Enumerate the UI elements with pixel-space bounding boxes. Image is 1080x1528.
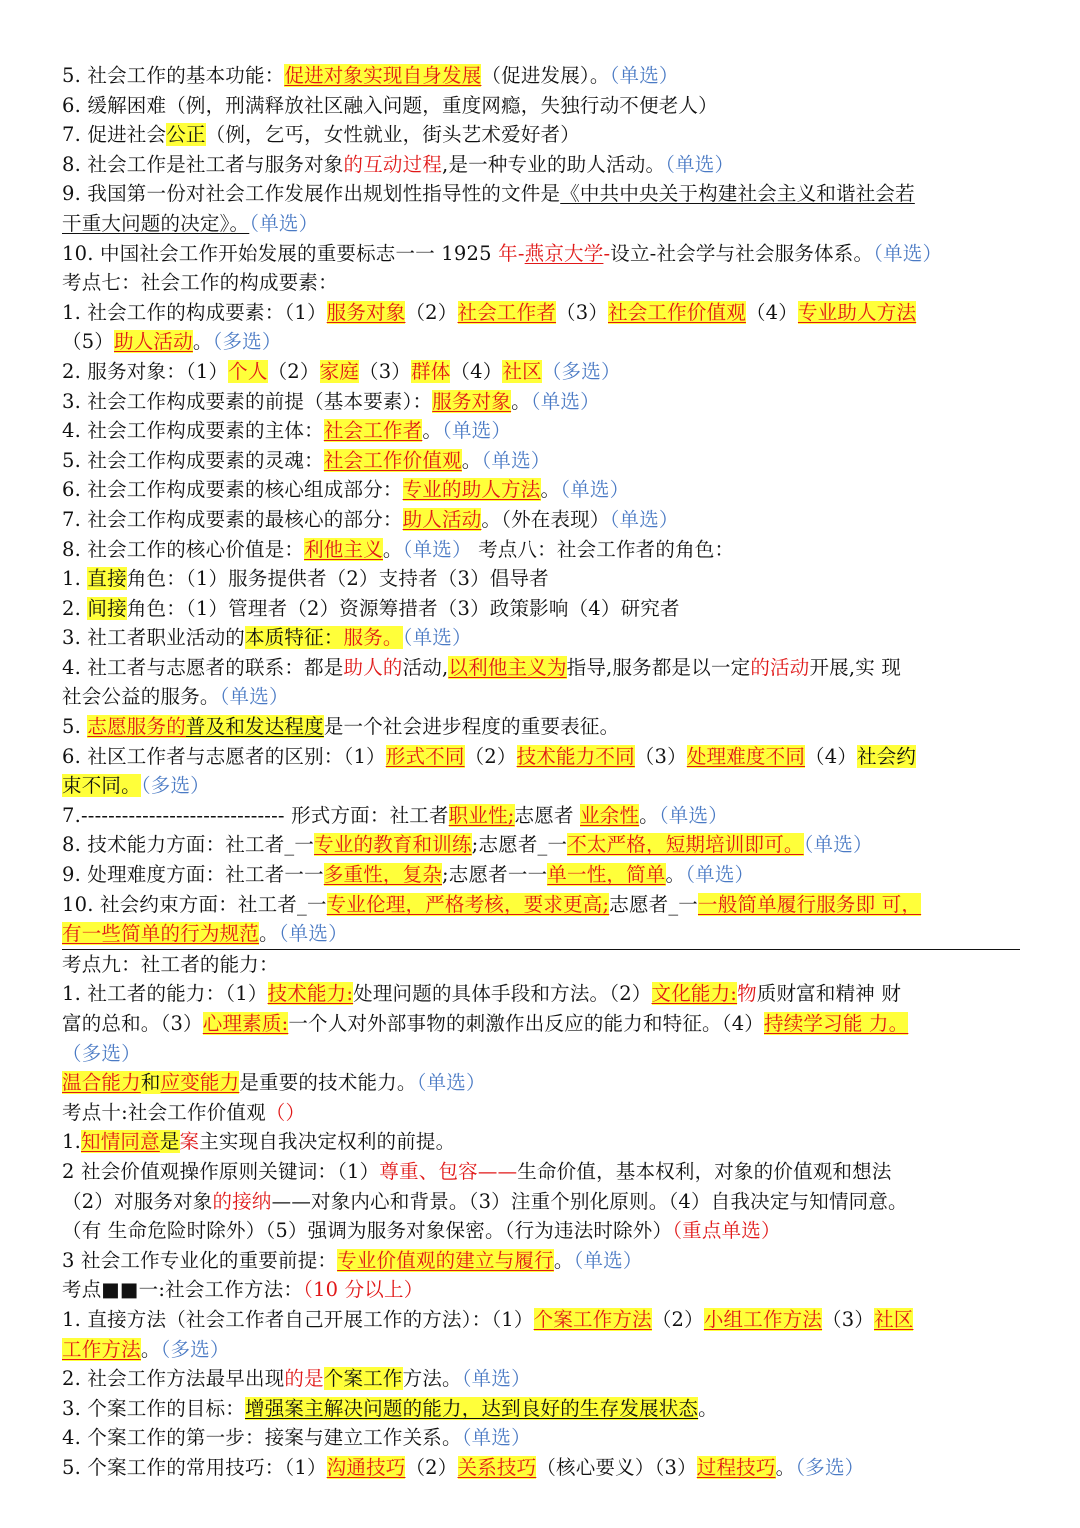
- marked-text: 服务对象: [326, 300, 406, 324]
- marked-text: 关系技巧: [457, 1455, 537, 1479]
- text-segment: 。: [775, 1455, 796, 1479]
- text-segment: 7. 促进社会: [62, 123, 167, 147]
- marked-text: 技术能力不同: [516, 744, 635, 768]
- text-segment: （5）: [62, 330, 115, 354]
- text-line: [62, 416, 1020, 446]
- text-line: [62, 594, 1020, 624]
- text-line: [62, 1246, 1020, 1276]
- text-segment: 主实现自我决定权利的前提。: [199, 1130, 456, 1154]
- marked-text: （单选）: [658, 803, 728, 827]
- marked-text: 群体: [411, 359, 451, 383]
- marked-text: 的互动过程: [343, 152, 443, 176]
- text-segment: 考点七：社会工作的构成要素：: [62, 271, 338, 295]
- marked-text: （单选）: [416, 1071, 486, 1095]
- marked-text: （单选）: [530, 389, 600, 413]
- marked-text: 家庭: [319, 359, 359, 383]
- text-segment: 6. 缓解困难（例，刑满释放社区融入问题，重度网瘾，失独行动不便老人）: [62, 93, 718, 117]
- marked-text: （单选）: [481, 448, 551, 472]
- text-line: [62, 120, 1020, 150]
- text-segment: 6. 社区工作者与志愿者的区别：（1）: [62, 744, 386, 768]
- marked-text: 不太严格，短期培训即可。: [567, 833, 804, 857]
- text-segment: 富的总和。（3）: [62, 1012, 203, 1035]
- text-segment: 。: [639, 803, 659, 827]
- marked-text: 专业助人方法: [797, 300, 917, 324]
- text-line: [62, 1157, 1020, 1187]
- text-line: [62, 919, 1020, 950]
- text-line: [62, 653, 1020, 683]
- text-line: [62, 742, 1020, 772]
- marked-text: 社区: [502, 359, 542, 383]
- text-line: [62, 505, 1020, 535]
- text-segment: （有 生命危险时除外）（5）强调为服务对象保密。（行为违法时除外）: [62, 1219, 673, 1243]
- text-segment: 。: [553, 1248, 574, 1272]
- text-line: [62, 771, 1020, 801]
- text-segment: （2）: [405, 1455, 458, 1479]
- marked-text: 社会工作者: [323, 419, 423, 443]
- text-line: [62, 890, 1020, 920]
- text-segment: 4. 社会工作构成要素的主体：: [62, 419, 324, 443]
- text-segment: 设立-社会学与社会服务体系。: [610, 241, 874, 265]
- marked-text: （多选）: [541, 359, 621, 383]
- text-line: [62, 446, 1020, 476]
- marked-text: （单选）: [402, 537, 472, 561]
- marked-text: 社会工作价值观: [323, 448, 462, 472]
- marked-text: 促进对象实现自身发展: [284, 64, 482, 87]
- text-line: [62, 387, 1020, 417]
- text-segment: 1.: [62, 1130, 82, 1154]
- marked-text: 以利他主义为: [448, 655, 567, 679]
- marked-text: 单一性，简单: [547, 863, 666, 887]
- marked-text: 过程技巧: [696, 1455, 776, 1479]
- text-segment: 6. 社会工作构成要素的核心组成部分：: [62, 478, 403, 502]
- text-segment: （2）: [405, 300, 458, 324]
- marked-text: 社区: [874, 1307, 914, 1331]
- marked-text: 物: [737, 982, 757, 1006]
- text-segment: 1.: [62, 567, 88, 591]
- text-segment: 7. 社会工作构成要素的最核心的部分：: [62, 507, 403, 531]
- text-line: [62, 1453, 1020, 1483]
- text-line: [62, 150, 1020, 180]
- text-line: [62, 475, 1020, 505]
- marked-text: 处理难度不同: [686, 744, 806, 768]
- text-segment: 2.: [62, 596, 88, 620]
- text-line: [62, 535, 1020, 565]
- text-line: [62, 268, 1020, 298]
- text-line: [62, 1068, 1020, 1098]
- text-line: [62, 979, 1020, 1009]
- text-segment: 志愿者_一: [609, 892, 699, 916]
- marked-text: （单选）: [560, 478, 630, 502]
- text-segment: 9. 处理难度方面：社工者一一: [62, 863, 324, 887]
- marked-text: （单选）: [609, 507, 679, 531]
- text-segment: 角色：（1）管理者（2）资源筹措者（3）政策影响（4）研究者: [126, 596, 680, 620]
- text-line: [62, 179, 1020, 209]
- marked-text: （多选）: [212, 330, 282, 354]
- text-segment: 5.: [62, 715, 88, 739]
- text-segment: 10. 社会约束方面：社工者_一: [62, 892, 327, 916]
- text-segment: 4. 个案工作的第一步：接案与建立工作关系。: [62, 1426, 462, 1450]
- marked-text: 利他主义: [304, 537, 383, 561]
- text-segment: 3. 社工者职业活动的: [62, 626, 246, 650]
- marked-text: 志愿服务的: [87, 715, 186, 739]
- text-segment: （2）对服务对象: [62, 1189, 213, 1213]
- marked-text: （重点单选）: [672, 1219, 781, 1243]
- marked-text: （）: [265, 1100, 306, 1124]
- marked-text: 助人活动: [114, 330, 193, 354]
- marked-text: 个案工作方法: [533, 1307, 652, 1331]
- text-line: [62, 327, 1020, 357]
- marked-text: （多选）: [160, 1337, 230, 1361]
- marked-text: 文化能力:: [651, 982, 738, 1006]
- marked-text: 沟通技巧: [326, 1455, 406, 1479]
- marked-text: 知情同意: [81, 1130, 160, 1154]
- text-segment: 5. 社会工作构成要素的灵魂：: [62, 448, 324, 472]
- marked-text: 燕京大学: [524, 241, 604, 265]
- marked-text: （单选）: [873, 241, 943, 265]
- marked-text: 干重大问题的决定》。: [62, 211, 250, 235]
- marked-text: 普及和发达程度: [185, 715, 324, 739]
- text-segment: 4. 社工者与志愿者的联系：都是: [62, 655, 344, 679]
- text-segment: 角色：（1）服务提供者（2）支持者（3）倡导者: [126, 567, 549, 591]
- marked-text: 间接: [87, 596, 127, 620]
- text-line: [62, 1394, 1020, 1424]
- marked-text: 技术能力:: [267, 982, 354, 1006]
- text-segment: 2. 服务对象：（1）: [62, 359, 229, 383]
- text-segment: 。: [511, 389, 531, 413]
- text-segment: 3. 个案工作的目标：: [62, 1396, 246, 1420]
- text-segment: 3. 社会工作构成要素的前提（基本要素）：: [62, 389, 433, 413]
- text-segment: （2）: [267, 359, 320, 383]
- text-segment: 。: [192, 330, 213, 354]
- marked-text: 职业性;: [448, 803, 515, 827]
- text-line: [62, 564, 1020, 594]
- text-segment: 2 社会价值观操作原则关键词：（1）: [62, 1159, 380, 1183]
- marked-text: 个案工作: [323, 1367, 403, 1391]
- marked-text: 案: [179, 1130, 200, 1154]
- marked-text: 一般简单履行服务即 可，: [698, 892, 922, 916]
- text-segment: ;志愿者_一: [471, 833, 568, 857]
- marked-text: 年-: [498, 241, 525, 265]
- marked-text: 是: [159, 1130, 180, 1154]
- text-segment: （促进发展）。: [481, 64, 610, 87]
- text-line: [62, 712, 1020, 742]
- text-segment: 5. 个案工作的常用技巧：（1）: [62, 1455, 327, 1479]
- text-line: [62, 1098, 1020, 1128]
- marked-text: 小组工作方法: [703, 1307, 823, 1331]
- marked-text: 助人的: [343, 655, 403, 679]
- text-segment: （3）: [822, 1307, 875, 1331]
- marked-text: 多重性，复杂: [323, 863, 443, 887]
- text-segment: 1. 社会工作的构成要素：（1）: [62, 300, 327, 324]
- text-segment: ;志愿者一一: [442, 863, 548, 887]
- text-segment: （4）: [450, 359, 503, 383]
- text-line: [62, 860, 1020, 890]
- marked-text: 的活动: [750, 655, 810, 679]
- marked-text: 有一些简单的行为规范: [62, 922, 260, 946]
- text-line: [62, 1187, 1020, 1217]
- marked-text: （10 分以上）: [303, 1278, 424, 1302]
- text-segment: 8. 社会工作的核心价值是：: [62, 537, 305, 561]
- text-segment: 一个人对外部事物的刺激作出反应的能力和特征。（4）: [288, 1012, 765, 1035]
- text-line: [62, 91, 1020, 121]
- text-segment: 开展,实 现: [809, 655, 902, 679]
- text-segment: 。: [422, 419, 443, 443]
- text-line: [62, 682, 1020, 712]
- text-segment: 。（外在表现）: [481, 507, 610, 531]
- text-segment: 。: [140, 1337, 161, 1361]
- marked-text: 公正: [166, 123, 206, 147]
- text-line: [62, 1423, 1020, 1453]
- text-segment: 1. 社工者的能力：（1）: [62, 982, 268, 1006]
- marked-text: 个人: [228, 359, 268, 383]
- marked-text: （单选）: [461, 1426, 531, 1450]
- text-line: [62, 209, 1020, 239]
- marked-text: 社会工作价值观: [608, 300, 746, 324]
- text-line: [62, 239, 1020, 269]
- text-segment: 5. 社会工作的基本功能：: [62, 64, 285, 87]
- marked-text: 形式不同: [385, 744, 465, 768]
- text-segment: （核心要义）（3）: [536, 1455, 697, 1479]
- marked-text: 直接: [87, 567, 127, 591]
- text-line: [62, 357, 1020, 387]
- text-line: [62, 1305, 1020, 1335]
- marked-text: 温合能力: [62, 1071, 141, 1095]
- text-segment: 9. 我国第一份对社会工作发展作出规划性指导性的文件是: [62, 182, 561, 206]
- marked-text: 的是: [284, 1367, 324, 1391]
- text-segment: （例，乞丐，女性就业，街头艺术爱好者）: [205, 123, 580, 147]
- text-segment: 8. 技术能力方面：社工者_一: [62, 833, 315, 857]
- marked-text: 《中共中央关于构建社会主义和谐社会若: [560, 182, 915, 206]
- text-segment: （4）: [805, 744, 858, 768]
- marked-text: 心理素质:: [202, 1012, 289, 1035]
- text-line: [62, 298, 1020, 328]
- marked-text: -: [603, 241, 611, 265]
- text-line: [62, 1127, 1020, 1157]
- marked-text: （单选）: [278, 922, 348, 946]
- marked-text: 和: [140, 1071, 161, 1095]
- marked-text: 的接纳: [212, 1189, 272, 1213]
- marked-text: 助人活动: [402, 507, 482, 531]
- text-segment: （2）: [651, 1307, 704, 1331]
- text-line: [62, 1216, 1020, 1246]
- text-line: [62, 61, 1020, 91]
- text-segment: 。: [259, 922, 279, 946]
- text-line: [62, 1009, 1020, 1039]
- text-segment: （2）: [464, 744, 517, 768]
- text-line: [62, 801, 1020, 831]
- marked-text: 服务。: [343, 626, 403, 650]
- text-line: [62, 1275, 1020, 1305]
- text-segment: 。: [540, 478, 561, 502]
- text-segment: 3 社会工作专业化的重要前提：: [62, 1248, 338, 1272]
- text-segment: 2. 社会工作方法最早出现: [62, 1367, 285, 1391]
- text-segment: 。: [698, 1396, 718, 1420]
- marked-text: （单选）: [249, 211, 319, 235]
- marked-text: 服务对象: [432, 389, 512, 413]
- marked-text: 业余性: [580, 803, 640, 827]
- text-segment: 活动,: [402, 655, 449, 679]
- marked-text: （单选）: [573, 1248, 643, 1272]
- marked-text: 增强案主解决问题的能力，达到良好的生存发展状态: [245, 1396, 699, 1420]
- text-segment: 志愿者: [514, 803, 581, 827]
- text-segment: 。: [665, 863, 686, 887]
- text-segment: ——对象内心和背景。（3）注重个别化原则。（4）自我决定与知情同意。: [271, 1189, 908, 1213]
- marked-text: （单选）: [442, 419, 512, 443]
- marked-text: 专业价值观的建立与履行: [337, 1248, 554, 1272]
- marked-text: （单选）: [219, 685, 289, 709]
- text-segment: 考点十:社会工作价值观: [62, 1100, 266, 1124]
- text-segment: 生命价值，基本权利，对象的价值观和想法: [517, 1159, 892, 1183]
- marked-text: （单选）: [402, 626, 472, 650]
- marked-text: 本质特征：: [245, 626, 344, 650]
- text-segment: （3）: [556, 300, 609, 324]
- marked-text: 持续学习能 力。: [764, 1012, 909, 1035]
- marked-text: （单选）: [461, 1367, 531, 1391]
- text-segment: 质财富和精神 财: [756, 982, 902, 1006]
- text-line: [62, 1039, 1020, 1069]
- text-segment: 考点八：社会工作者的角色：: [471, 537, 735, 561]
- text-line: [62, 623, 1020, 653]
- text-line: [62, 1364, 1020, 1394]
- text-segment: 是重要的技术能力。: [239, 1071, 417, 1095]
- text-segment: 考点九：社工者的能力：: [62, 952, 279, 976]
- text-segment: 。: [382, 537, 403, 561]
- marked-text: 应变能力: [160, 1071, 240, 1095]
- marked-text: （单选）: [665, 152, 735, 176]
- marked-text: 束不同。: [62, 774, 141, 798]
- marked-text: 专业伦理，严格考核，要求更高;: [326, 892, 610, 916]
- marked-text: （单选）: [685, 863, 755, 887]
- marked-text: （多选）: [140, 774, 210, 798]
- text-segment: 是一个社会进步程度的重要表征。: [323, 715, 620, 739]
- text-segment: 。: [461, 448, 482, 472]
- marked-text: 尊重、包容——: [379, 1159, 518, 1183]
- text-segment: 考点■■一:社会工作方法：: [62, 1278, 304, 1302]
- marked-text: 专业的助人方法: [402, 478, 541, 502]
- text-segment: 7.------------------------------ 形式方面：社工者: [62, 803, 449, 827]
- text-segment: 1. 直接方法（社会工作者自己开展工作的方法）：（1）: [62, 1307, 534, 1331]
- marked-text: 社会工作者: [457, 300, 557, 324]
- text-segment: 处理问题的具体手段和方法。（2）: [353, 982, 652, 1006]
- text-line: [62, 830, 1020, 860]
- document-page: [62, 61, 1020, 1483]
- text-segment: ,: [442, 152, 449, 176]
- marked-text: 社会约: [857, 744, 917, 768]
- text-segment: 方法。: [402, 1367, 462, 1391]
- text-segment: （3）: [634, 744, 687, 768]
- text-segment: 10. 中国社会工作开始发展的重要标志一一 1925: [62, 241, 499, 265]
- text-segment: 是一种专业的助人活动。: [448, 152, 666, 176]
- marked-text: （多选）: [62, 1041, 141, 1065]
- marked-text: （多选）: [795, 1455, 865, 1479]
- text-segment: （3）: [359, 359, 412, 383]
- text-segment: 指导,服务都是以一定: [566, 655, 751, 679]
- marked-text: 工作方法: [62, 1337, 141, 1361]
- marked-text: （单选）: [803, 833, 873, 857]
- text-line: [62, 1335, 1020, 1365]
- text-segment: （4）: [745, 300, 798, 324]
- text-segment: 8. 社会工作是社工者与服务对象: [62, 152, 344, 176]
- marked-text: （单选）: [609, 64, 679, 87]
- text-line: [62, 950, 1020, 980]
- marked-text: 专业的教育和训练: [314, 833, 472, 857]
- text-segment: 社会公益的服务。: [62, 685, 220, 709]
